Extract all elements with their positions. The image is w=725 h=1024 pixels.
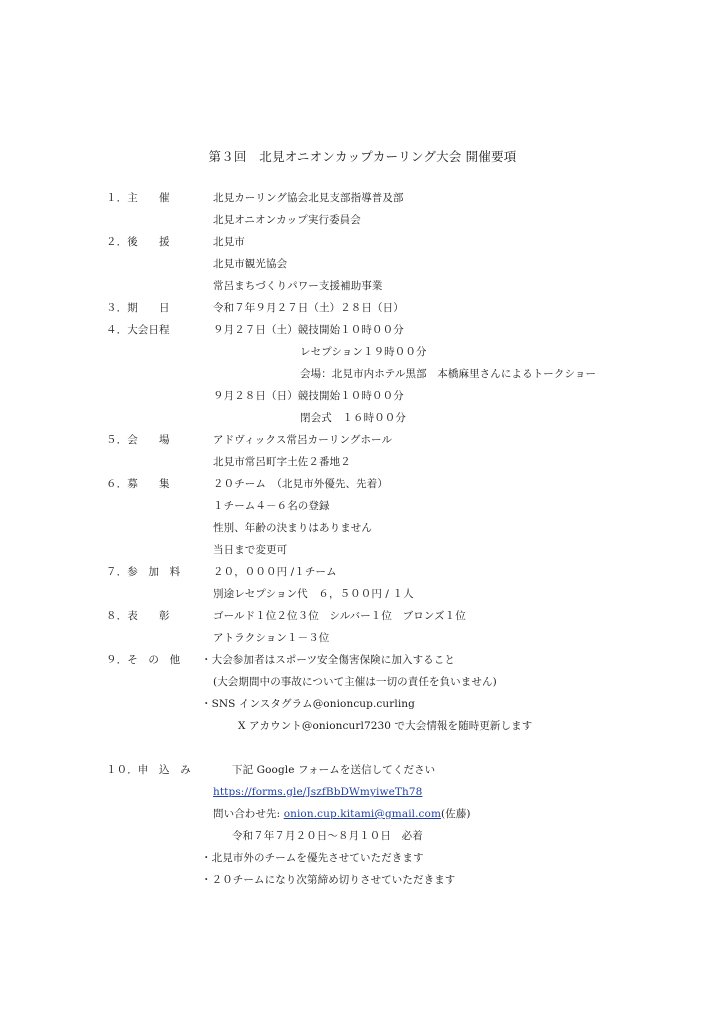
schedule-reception: レセプション１９時００分 <box>300 346 427 358</box>
apply-form-text: 下記 Google フォームを送信してください <box>232 764 436 776</box>
fee-label: ７．参 加 料 <box>106 566 181 578</box>
apply-deadline: 令和７年７月２０日～８月１０日 必着 <box>232 830 423 842</box>
other-insurance-note: (大会期間中の事故について主催は一切の責任を負いません) <box>213 676 497 688</box>
organizer-line: 北見カーリング協会北見支部指導普及部 <box>213 192 404 204</box>
venue-line: 北見市常呂町字土佐２番地２ <box>213 456 351 468</box>
apply-label: １０．申 込 み <box>106 764 191 776</box>
recruit-line: ２０チーム （北見市外優先、先着） <box>213 478 388 490</box>
other-sns: ・SNS インスタグラム@onioncup.curling <box>201 698 415 710</box>
awards-line: ゴールド１位２位３位 シルバー１位 ブロンズ１位 <box>213 610 466 622</box>
recruit-label: ６．募 集 <box>106 478 170 490</box>
other-x-account: X アカウント@onioncurl7230 で大会情報を随時更新します <box>238 720 533 732</box>
awards-line: アトラクション１－３位 <box>213 632 330 644</box>
venue-line: アドヴィックス常呂カーリングホール <box>213 434 393 446</box>
apply-form-link[interactable]: https://forms.gle/JszfBbDWmyiweTh78 <box>213 786 423 798</box>
awards-label: ８．表 彰 <box>106 610 170 622</box>
apply-note: ・２０チームになり次第締め切りさせていただきます <box>201 874 456 886</box>
schedule-day2: ９月２８日（日）競技開始１０時００分 <box>213 390 404 402</box>
other-insurance: ・大会参加者はスポーツ安全傷害保険に加入すること <box>201 654 455 666</box>
other-label: ９．そ の 他 <box>106 654 181 666</box>
support-label: ２．後 援 <box>106 236 170 248</box>
apply-note: ・北見市外のチームを優先させていただきます <box>201 852 424 864</box>
page-title: 第３回 北見オニオンカップカーリング大会 開催要項 <box>208 149 517 164</box>
organizer-line: 北見オニオンカップ実行委員会 <box>213 214 361 226</box>
schedule-day1: ９月２７日（土）競技開始１０時００分 <box>213 324 404 336</box>
apply-contact <box>213 807 471 821</box>
venue-label: ５．会 場 <box>106 434 170 446</box>
schedule-label: ４．大会日程 <box>106 324 170 336</box>
support-line: 北見市観光協会 <box>213 258 288 270</box>
apply-contact-email-link[interactable]: onion.cup.kitami@gmail.com <box>283 808 442 820</box>
fee-line: ２０，０００円 /１チーム <box>213 566 337 578</box>
apply-contact-suffix: (佐藤) <box>441 808 471 820</box>
fee-line: 別途レセプション代 ６，５００円 / １人 <box>213 588 414 600</box>
recruit-line: １チーム４－６名の登録 <box>213 500 330 512</box>
recruit-line: 性別、年齢の決まりはありません <box>213 522 372 534</box>
apply-contact-prefix: 問い合わせ先: <box>213 808 284 820</box>
schedule-venue: 会場：北見市内ホテル黒部 本橋麻里さんによるトークショー <box>300 368 597 380</box>
support-line: 北見市 <box>213 236 245 248</box>
schedule-closing: 閉会式 １６時００分 <box>300 412 406 424</box>
period-label: ３．期 日 <box>106 302 170 314</box>
recruit-line: 当日まで変更可 <box>213 544 288 556</box>
support-line: 常呂まちづくりパワー支援補助事業 <box>213 280 383 292</box>
period-line: 令和７年９月２７日（土）２８日（日） <box>213 302 404 314</box>
organizer-label: １．主 催 <box>106 192 170 204</box>
